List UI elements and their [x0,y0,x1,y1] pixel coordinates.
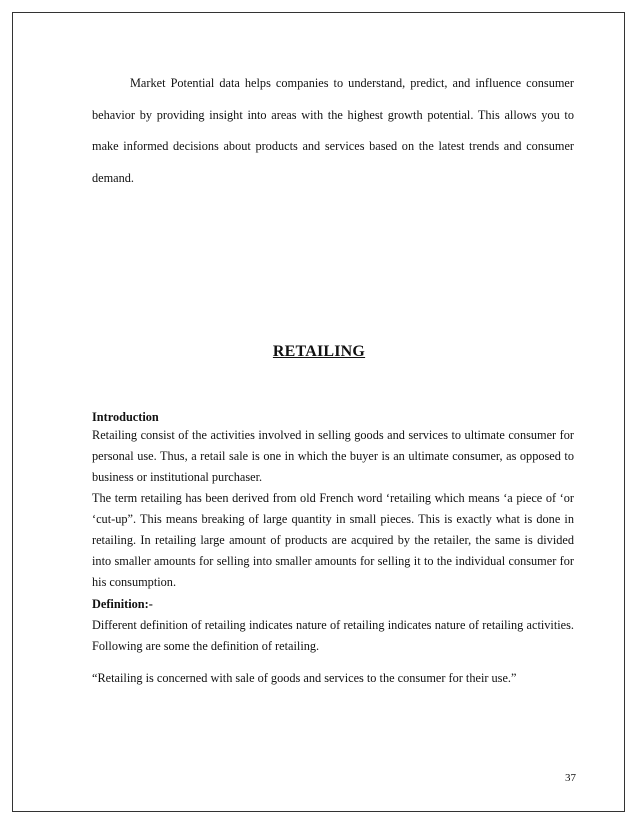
introduction-paragraph-1: Retailing consist of the activities involved in selling goods and services to ultimate consumer for personal use. Thus, a retail sale is one in which the buyer is an ultimate consumer, as opposed to business or institutional purchaser. [92,428,574,484]
page-number: 37 [565,772,576,784]
introduction-heading: Introduction [92,410,159,424]
definition-paragraph: Different definition of retailing indicates nature of retailing indicates nature of retailing activities. Following are some the definition of retailing. [92,618,574,653]
section-title: RETAILING [272,343,366,360]
definition-heading: Definition:- [92,597,153,611]
introduction-paragraph-2: The term retailing has been derived from old French word ‘retailing which means ‘a piece of ‘or ‘cut-up”. This means breaking of large quantity in small pieces. This is exactly what is done in retailing. In retailing large amount of products are acquired by the retailer, the same is divided into smaller amounts for selling into smaller amounts for selling it to the individual consumer for his consumption. [92,491,574,589]
retailing-body [92,409,574,689]
market-potential-paragraph: Market Potential data helps companies to understand, predict, and influence consumer behavior by providing insight into areas with the highest growth potential. This allows you to make informed decisions about products and services based on the latest trends and consumer demand. [92,76,574,185]
definition-quote: “Retailing is concerned with sale of goods and services to the consumer for their use.” [92,671,517,685]
section-heading [0,343,638,361]
